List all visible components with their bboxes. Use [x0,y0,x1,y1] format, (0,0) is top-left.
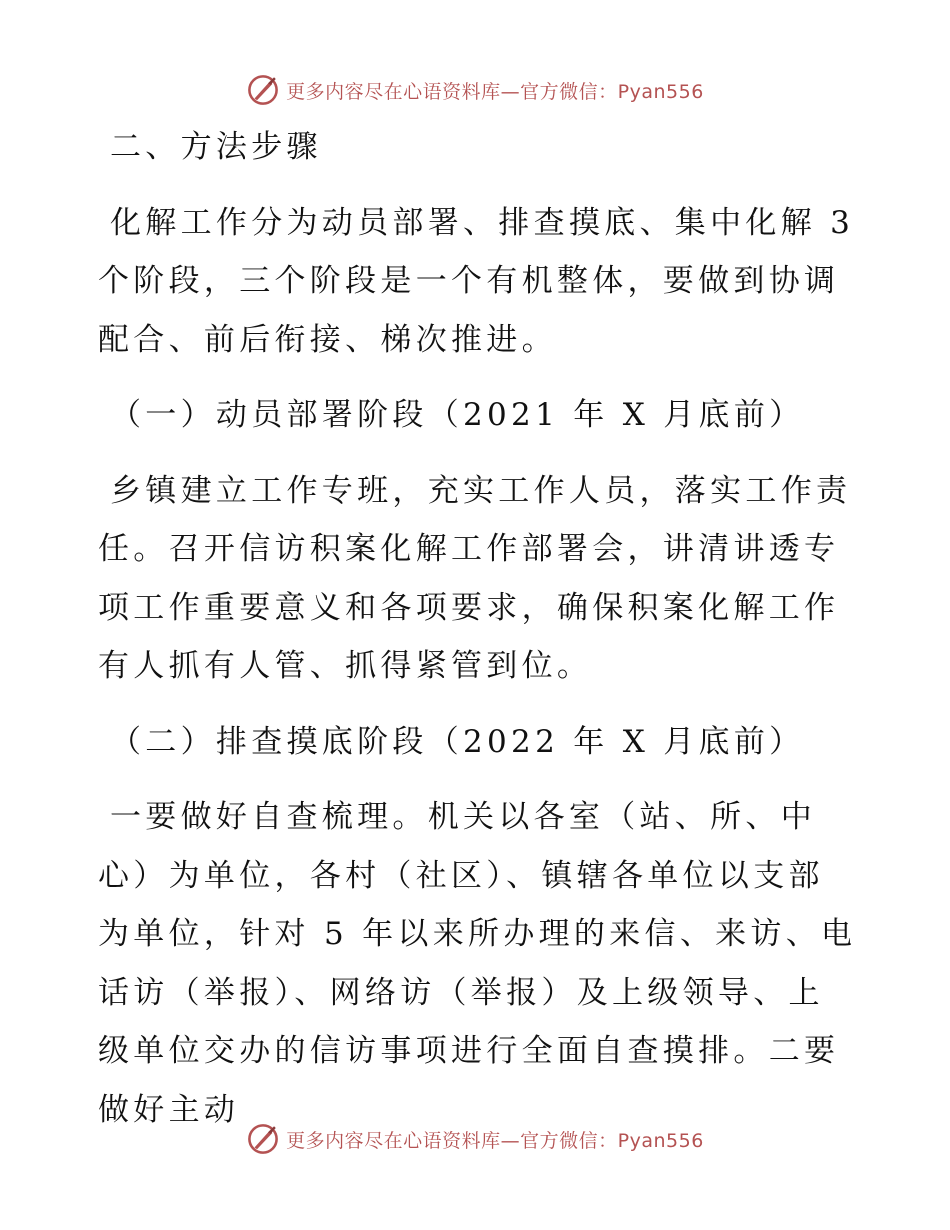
body-paragraph: 化解工作分为动员部署、排查摸底、集中化解 3 个阶段，三个阶段是一个有机整体，要做到协调配合、前后衔接、梯次推进。 [98,204,855,358]
watermark-text: 更多内容尽在心语资料库—官方微信：Pyan556 [286,80,704,103]
watermark-text: 更多内容尽在心语资料库—官方微信：Pyan556 [286,1129,704,1152]
section-heading: 二、方法步骤 [110,129,322,165]
body-paragraph: 一要做好自查梳理。机关以各室（站、所、中心）为单位，各村（社区）、镇辖各单位以支部为单位，针对 5 年以来所办理的来信、来访、电话访（举报）、网络访（举报）及上级领导、上级单位交办的信访事项进行全面自查摸排。二要做好主动 [98,799,857,1128]
subsection-heading: （一）动员部署阶段（2021 年 X 月底前） [110,397,805,433]
quill-pen-logo-icon [246,73,280,107]
body-paragraph: 乡镇建立工作专班，充实工作人员，落实工作责任。召开信访积案化解工作部署会，讲清讲透专项工作重要意义和各项要求，确保积案化解工作有人抓有人管、抓得紧管到位。 [98,472,852,684]
header-watermark [0,70,950,110]
subsection-heading: （二）排查摸底阶段（2022 年 X 月底前） [110,723,805,760]
footer-watermark [0,1119,950,1159]
document-body [98,118,858,1139]
quill-pen-logo-icon [246,1122,280,1156]
